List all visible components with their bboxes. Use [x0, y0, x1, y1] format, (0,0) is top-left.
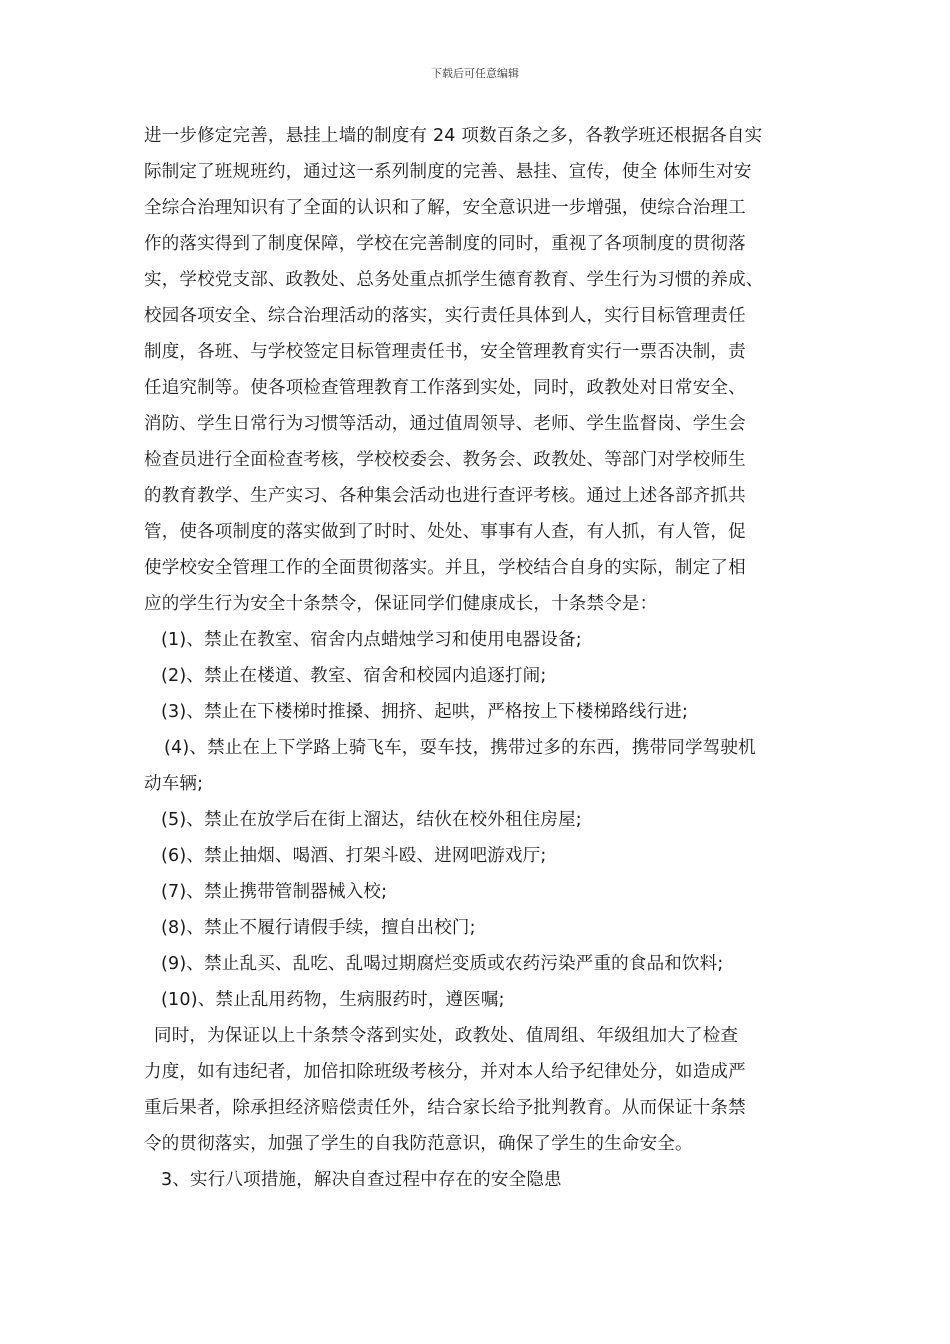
body-line: 制度，各班、与学校签定目标管理责任书，安全管理教育实行一票否决制，责 [144, 342, 746, 362]
body-line: 管，使各项制度的落实做到了时时、处处、事事有人查，有人抓，有人管，促 [144, 522, 746, 542]
body-line: 应的学生行为安全十条禁令，保证同学们健康成长，十条禁令是： [144, 594, 658, 614]
body-line: 作的落实得到了制度保障，学校在完善制度的同时，重视了各项制度的贯彻落 [144, 234, 746, 254]
body-line: 消防、学生日常行为习惯等活动，通过值周领导、老师、学生监督岗、学生会 [144, 414, 746, 434]
body-line: 校园各项安全、综合治理活动的落实，实行责任具体到人，实行目标管理责任 [144, 306, 746, 326]
body-line: 实，学校党支部、政教处、总务处重点抓学生德育教育、学生行为习惯的养成、 [144, 270, 764, 290]
closing-line: 力度，如有违纪者，加倍扣除班级考核分，并对本人给予纪律处分，如造成严 [144, 1062, 746, 1082]
rule-item-5: (5)、禁止在放学后在街上溜达，结伙在校外租住房屋; [161, 810, 582, 830]
closing-line: 同时，为保证以上十条禁令落到实处，政教处、值周组、年级组加大了检查 [154, 1026, 739, 1046]
closing-line: 重后果者，除承担经济赔偿责任外，结合家长给予批判教育。从而保证十条禁 [144, 1098, 746, 1118]
page-header: 下载后可任意编辑 [431, 67, 519, 80]
body-line: 的教育教学、生产实习、各种集会活动也进行查评考核。通过上述各部齐抓共 [144, 486, 746, 506]
rule-item-7: (7)、禁止携带管制器械入校; [161, 882, 388, 902]
document-body [144, 118, 824, 1198]
rule-item-3: (3)、禁止在下楼梯时推搡、拥挤、起哄，严格按上下楼梯路线行进; [161, 702, 689, 722]
body-line: 使学校安全管理工作的全面贯彻落实。并且，学校结合自身的实际，制定了相 [144, 558, 746, 578]
section-heading: 3、实行八项措施，解决自查过程中存在的安全隐患 [161, 1170, 562, 1190]
rule-item-4-continued: 动车辆; [144, 774, 204, 794]
body-line: 检查员进行全面检查考核，学校校委会、教务会、政教处、等部门对学校师生 [144, 450, 746, 470]
rule-item-4: (4)、禁止在上下学路上骑飞车，耍车技，携带过多的东西，携带同学驾驶机 [164, 738, 756, 758]
rule-item-9: (9)、禁止乱买、乱吃、乱喝过期腐烂变质或农药污染严重的食品和饮料; [161, 954, 724, 974]
body-line: 全综合治理知识有了全面的认识和了解，安全意识进一步增强，使综合治理工 [144, 198, 746, 218]
rule-item-10: (10)、禁止乱用药物，生病服药时，遵医嘱; [161, 990, 505, 1010]
closing-line: 令的贯彻落实，加强了学生的自我防范意识，确保了学生的生命安全。 [144, 1134, 693, 1154]
body-line: 进一步修定完善，悬挂上墙的制度有 24 项数百条之多，各教学班还根据各自实 [144, 126, 763, 146]
body-line: 任追究制等。使各项检查管理教育工作落到实处，同时，政教处对日常安全、 [144, 378, 746, 398]
rule-item-1: (1)、禁止在教室、宿舍内点蜡烛学习和使用电器设备; [161, 630, 582, 650]
rule-item-2: (2)、禁止在楼道、教室、宿舍和校园内追逐打闹; [161, 666, 547, 686]
body-line: 际制定了班规班约，通过这一系列制度的完善、悬挂、宣传，使全 体师生对安 [144, 162, 752, 182]
rule-item-6: (6)、禁止抽烟、喝酒、打架斗殴、进网吧游戏厅; [161, 846, 547, 866]
rule-item-8: (8)、禁止不履行请假手续，擅自出校门; [161, 918, 476, 938]
